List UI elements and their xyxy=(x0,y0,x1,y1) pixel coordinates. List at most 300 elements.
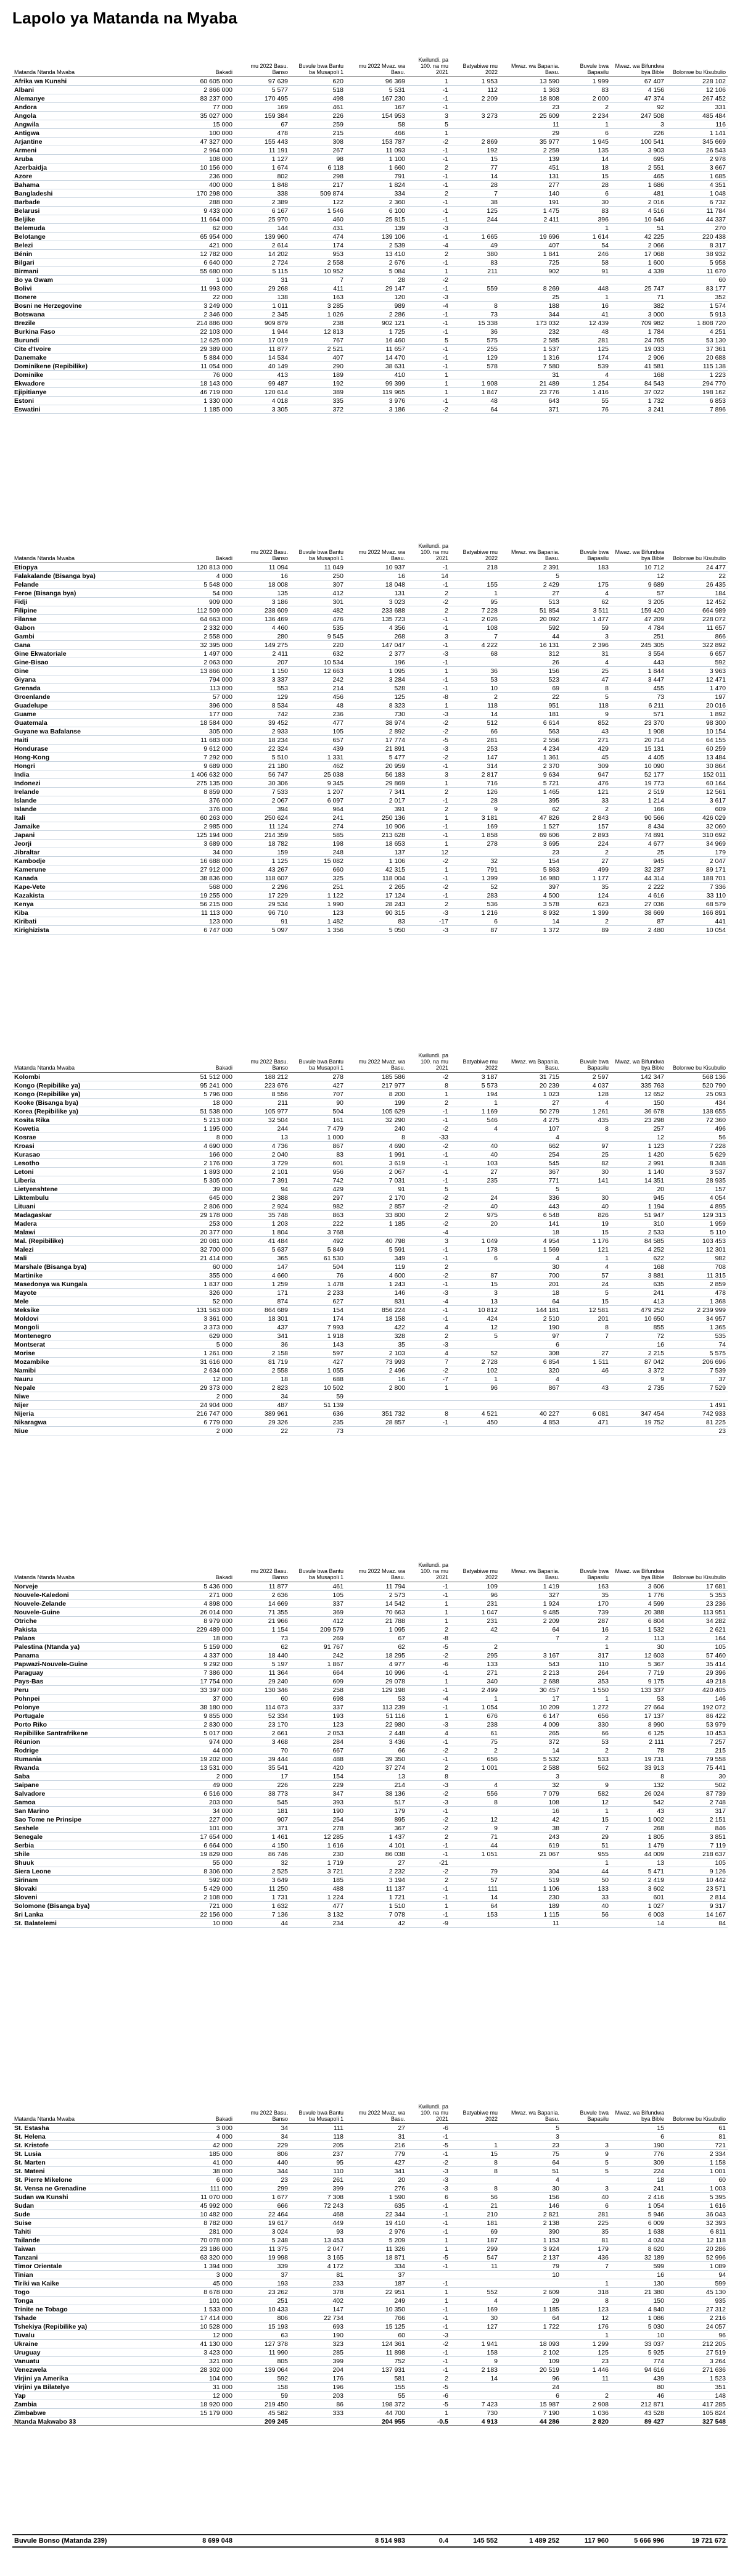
table-cell: 725 xyxy=(500,258,561,267)
country-name: Jeorji xyxy=(12,840,166,848)
table-cell: 1 xyxy=(407,1600,450,1608)
table-cell: 504 xyxy=(290,1107,345,1116)
table-cell: 25 747 xyxy=(610,284,666,293)
table-cell: 15 xyxy=(561,172,610,181)
column-header: Mwaz. wa Bifundwa bya Bible xyxy=(610,1562,666,1582)
table-cell: 535 xyxy=(666,1332,728,1340)
table-cell: 181 xyxy=(450,2219,500,2227)
table-cell: 249 xyxy=(345,2297,407,2305)
table-cell xyxy=(500,276,561,284)
table-cell: 619 xyxy=(500,1841,561,1850)
table-row xyxy=(12,2357,728,2366)
table-cell: 4 339 xyxy=(610,267,666,276)
table-cell: 122 xyxy=(290,198,345,207)
country-table-section xyxy=(12,543,728,935)
table-cell: -1 xyxy=(407,2314,450,2322)
table-cell: 10 453 xyxy=(666,1729,728,1738)
table-cell: 1 195 000 xyxy=(166,1125,234,1133)
table-cell: 547 xyxy=(450,2253,500,2262)
table-cell: 11 094 xyxy=(234,563,290,572)
table-row xyxy=(12,2202,728,2210)
table-cell: 320 xyxy=(500,1366,561,1375)
table-cell: 1 185 000 xyxy=(166,405,234,414)
table-row xyxy=(12,762,728,770)
table-cell: 64 xyxy=(500,2314,561,2322)
table-cell: 11 xyxy=(500,1919,561,1928)
table-cell: 38 669 xyxy=(610,909,666,917)
table-cell: 38 631 xyxy=(345,362,407,371)
table-cell: 1 154 xyxy=(234,1625,290,1634)
table-cell: -5 xyxy=(407,2253,450,2262)
table-row xyxy=(12,362,728,371)
table-cell: 128 xyxy=(561,1090,610,1099)
column-header: Bolonwe bu Kisubulio xyxy=(666,1562,728,1582)
table-row xyxy=(12,1625,728,1634)
table-cell: 620 xyxy=(290,77,345,86)
table-cell: 19 696 xyxy=(500,233,561,241)
table-cell: 79 xyxy=(500,2262,561,2271)
table-cell: 36 xyxy=(450,328,500,336)
table-cell: 546 xyxy=(450,1116,500,1125)
table-cell: 16 xyxy=(345,572,407,580)
table-cell: 1 xyxy=(407,2297,450,2305)
table-cell: 23 xyxy=(666,1427,728,1435)
table-cell: 1 511 xyxy=(561,1358,610,1366)
table-cell: -2 xyxy=(407,1073,450,1081)
table-cell: 276 xyxy=(345,2184,407,2193)
table-row xyxy=(12,1254,728,1263)
table-cell: 2 396 xyxy=(561,641,610,650)
country-name: Kosrae xyxy=(12,1133,166,1142)
table-cell: 2 170 xyxy=(345,1194,407,1202)
table-cell: 2 519 xyxy=(610,788,666,796)
table-cell: 568 136 xyxy=(666,1073,728,1081)
table-cell: 103 xyxy=(450,1159,500,1168)
table-cell: 1 686 xyxy=(610,181,666,189)
table-cell: 251 xyxy=(290,883,345,891)
table-cell: 61 xyxy=(450,1729,500,1738)
table-row xyxy=(12,371,728,379)
table-cell: 5 436 000 xyxy=(166,1582,234,1591)
table-cell: -5 xyxy=(407,2383,450,2392)
table-cell: 12 xyxy=(561,2314,610,2322)
table-cell: 476 xyxy=(290,615,345,624)
table-cell: 4 xyxy=(561,589,610,598)
table-cell: 159 420 xyxy=(610,606,666,615)
table-cell: 58 xyxy=(561,258,610,267)
table-cell: 15 xyxy=(561,1815,610,1824)
table-cell: 142 347 xyxy=(610,1073,666,1081)
table-cell: 5 531 xyxy=(345,86,407,94)
table-cell: 30 xyxy=(666,1772,728,1781)
country-name: Barbade xyxy=(12,198,166,207)
table-cell: -1 xyxy=(407,641,450,650)
table-cell xyxy=(345,1228,407,1237)
table-cell: 127 378 xyxy=(234,2340,290,2348)
table-cell: 11 054 000 xyxy=(166,362,234,371)
table-row xyxy=(12,1902,728,1910)
table-cell: -33 xyxy=(407,1133,450,1142)
table-cell: 26 435 xyxy=(666,580,728,589)
table-cell: 407 xyxy=(290,353,345,362)
table-cell: 16 xyxy=(345,1375,407,1384)
table-cell: 236 xyxy=(290,710,345,719)
table-cell: 79 558 xyxy=(666,1755,728,1764)
table-cell: 14 202 xyxy=(234,250,290,258)
table-cell: 9 689 xyxy=(610,580,666,589)
column-header: Bolonwe bu Kisubulio xyxy=(666,2103,728,2124)
table-cell: -5 xyxy=(407,736,450,745)
table-cell: 17 068 xyxy=(610,250,666,258)
table-cell: 21 067 xyxy=(500,1850,561,1859)
table-cell: 2 636 xyxy=(234,1591,290,1600)
table-cell: -2 xyxy=(407,857,450,865)
country-name: Gine Ekwatoriale xyxy=(12,650,166,658)
table-cell: 238 609 xyxy=(234,606,290,615)
table-cell: 44 700 xyxy=(345,2409,407,2417)
table-cell: 17 229 xyxy=(234,891,290,900)
table-cell: -4 xyxy=(407,1228,450,1237)
table-cell: 17 124 xyxy=(345,891,407,900)
table-cell: 421 000 xyxy=(166,241,234,250)
table-cell: -1 xyxy=(407,2322,450,2331)
table-cell: 4 405 xyxy=(610,753,666,762)
table-row xyxy=(12,2176,728,2184)
table-cell: 52 000 xyxy=(166,1297,234,1306)
country-name: Rodrige xyxy=(12,1746,166,1755)
table-cell: 601 xyxy=(290,1159,345,1168)
table-cell: 8 xyxy=(450,2158,500,2167)
table-cell: 57 460 xyxy=(666,1651,728,1660)
table-cell: 468 xyxy=(290,2210,345,2219)
table-row xyxy=(12,1228,728,1237)
table-cell: 105 629 xyxy=(345,1107,407,1116)
table-cell: 16 xyxy=(610,1340,666,1349)
table-cell: 118 xyxy=(290,2132,345,2141)
table-cell: 30 457 xyxy=(500,1686,561,1695)
table-cell: -3 xyxy=(407,710,450,719)
grand-total-cell: 8 699 048 xyxy=(202,2537,232,2545)
table-cell: 1 xyxy=(407,667,450,675)
table-cell: -1 xyxy=(407,1841,450,1850)
table-cell: 400 000 xyxy=(166,181,234,189)
table-row xyxy=(12,94,728,103)
table-cell: -1 xyxy=(407,284,450,293)
table-cell: 268 xyxy=(345,632,407,641)
table-cell: 9 612 000 xyxy=(166,745,234,753)
table-cell: 412 xyxy=(290,1617,345,1625)
table-cell: 12 471 xyxy=(666,675,728,684)
table-cell: 138 xyxy=(234,293,290,302)
column-header: Mwaz. wa Bapania. Basu. xyxy=(500,543,561,563)
table-cell: 1 372 xyxy=(500,926,561,935)
table-cell: 8 xyxy=(561,684,610,693)
table-cell: 25 xyxy=(561,1150,610,1159)
table-cell xyxy=(500,224,561,233)
table-cell: 2 213 xyxy=(500,1669,561,1677)
country-name: St. Marten xyxy=(12,2158,166,2167)
table-cell: -3 xyxy=(407,1289,450,1297)
table-cell: 295 xyxy=(450,1651,500,1660)
table-cell: 147 047 xyxy=(345,641,407,650)
table-cell: 29 xyxy=(500,2297,561,2305)
table-cell: 2 xyxy=(450,1643,500,1651)
country-name: Hong-Kong xyxy=(12,753,166,762)
table-cell: 99 487 xyxy=(234,379,290,388)
table-cell: 716 xyxy=(450,779,500,788)
table-cell: 8 xyxy=(407,1410,450,1418)
table-cell: -3 xyxy=(407,2184,450,2193)
table-cell: -1 xyxy=(407,345,450,353)
table-cell: -1 xyxy=(407,146,450,155)
table-cell: 462 xyxy=(290,762,345,770)
table-cell: 190 xyxy=(290,1807,345,1815)
country-name: Islande xyxy=(12,796,166,805)
table-cell: 214 xyxy=(290,684,345,693)
table-cell: 11 xyxy=(500,120,561,129)
table-cell: 698 xyxy=(290,1695,345,1703)
country-name: Pays-Bas xyxy=(12,1677,166,1686)
table-cell: -5 xyxy=(407,2400,450,2409)
country-name: Guatemala xyxy=(12,719,166,727)
table-cell: 1 533 000 xyxy=(166,2305,234,2314)
table-cell: 1 732 xyxy=(610,397,666,405)
table-cell: 3 284 xyxy=(345,675,407,684)
table-cell: 456 xyxy=(290,693,345,701)
table-cell xyxy=(450,120,500,129)
table-cell: 2 360 xyxy=(345,198,407,207)
table-cell: 97 xyxy=(500,1332,561,1340)
table-cell: 5 xyxy=(500,572,561,580)
table-cell: 9 xyxy=(561,1781,610,1790)
table-cell: 1 665 xyxy=(450,233,500,241)
table-cell: 6 657 xyxy=(666,650,728,658)
table-cell: 1 243 xyxy=(345,1280,407,1289)
table-cell: 2 334 xyxy=(666,2150,728,2158)
table-cell: 174 xyxy=(290,241,345,250)
table-cell: 523 xyxy=(500,675,561,684)
table-cell xyxy=(610,1427,666,1435)
table-cell: 2 xyxy=(407,1764,450,1772)
table-row xyxy=(12,1081,728,1090)
table-cell: 3 617 xyxy=(666,796,728,805)
table-cell: 220 438 xyxy=(666,233,728,241)
table-cell: 2 857 xyxy=(345,1202,407,1211)
table-cell: -17 xyxy=(407,917,450,926)
table-cell: 9 xyxy=(450,2357,500,2366)
table-cell: 283 xyxy=(450,891,500,900)
table-cell: 4 xyxy=(500,1133,561,1142)
table-cell: 542 xyxy=(610,1798,666,1807)
table-row xyxy=(12,2305,728,2314)
table-cell: 222 xyxy=(290,1220,345,1228)
table-cell: 24 xyxy=(450,1194,500,1202)
country-name: Mongoli xyxy=(12,1323,166,1332)
table-cell: 102 xyxy=(450,1366,500,1375)
table-row xyxy=(12,2279,728,2288)
table-cell: 233 688 xyxy=(345,606,407,615)
table-cell: 391 xyxy=(345,805,407,814)
table-cell: 113 xyxy=(610,1634,666,1643)
country-name: Peru xyxy=(12,1686,166,1695)
table-cell: 40 xyxy=(561,2193,610,2202)
country-name: Morise xyxy=(12,1349,166,1358)
column-header: Batyabiwe mu 2022 xyxy=(450,1052,500,1073)
table-cell: 27 664 xyxy=(610,1703,666,1712)
table-cell: 29 240 xyxy=(234,1677,290,1686)
table-cell: 308 xyxy=(500,1349,561,1358)
table-cell: 169 xyxy=(450,822,500,831)
table-cell xyxy=(450,1427,500,1435)
table-cell: 3 689 000 xyxy=(166,840,234,848)
table-cell: -1 xyxy=(407,310,450,319)
table-cell: 118 004 xyxy=(345,874,407,883)
table-cell: 198 xyxy=(290,840,345,848)
table-cell: 643 xyxy=(500,397,561,405)
column-header: Buvule bwa Bantu ba Musapoli 1 xyxy=(290,57,345,77)
table-cell: 528 xyxy=(345,684,407,693)
table-cell: 2 609 xyxy=(500,2288,561,2297)
table-cell: 1 908 xyxy=(610,727,666,736)
table-cell: 14 470 xyxy=(345,353,407,362)
table-cell: 214 xyxy=(345,1781,407,1790)
table-cell: 380 xyxy=(450,250,500,258)
table-cell: 254 xyxy=(290,1815,345,1824)
table-cell: 1 086 xyxy=(610,2314,666,2322)
table-row xyxy=(12,1720,728,1729)
table-cell: 275 135 000 xyxy=(166,779,234,788)
table-cell: 1 xyxy=(407,2409,450,2417)
table-cell: 322 892 xyxy=(666,641,728,650)
table-cell: 8 269 xyxy=(500,284,561,293)
table-cell: 11 191 xyxy=(234,146,290,155)
table-cell: 81 xyxy=(666,2132,728,2141)
table-row xyxy=(12,1159,728,1168)
table-cell: 66 xyxy=(561,1729,610,1738)
table-cell: 9 xyxy=(450,1824,500,1833)
table-cell: 11 657 xyxy=(345,345,407,353)
table-cell: 3 023 xyxy=(345,598,407,606)
table-cell: 100 000 xyxy=(166,129,234,138)
table-cell: 183 xyxy=(561,563,610,572)
country-name: Samoa xyxy=(12,1798,166,1807)
table-cell: 1 123 xyxy=(610,1142,666,1150)
table-cell: 40 227 xyxy=(500,1410,561,1418)
table-cell: 2 xyxy=(561,1634,610,1643)
table-row xyxy=(12,1332,728,1340)
table-cell: 8 678 000 xyxy=(166,2288,234,2297)
table-cell: 18 301 xyxy=(234,1315,290,1323)
country-name: Fidji xyxy=(12,598,166,606)
table-cell: 235 xyxy=(290,1418,345,1427)
table-row xyxy=(12,1150,728,1159)
table-cell: 1 523 xyxy=(666,2374,728,2383)
table-cell: 1 169 xyxy=(450,1107,500,1116)
table-cell: 70 xyxy=(234,1746,290,1755)
grand-total-cell: 145 552 xyxy=(473,2537,498,2545)
table-cell: 7 341 xyxy=(345,788,407,796)
table-cell: 216 747 000 xyxy=(166,1410,234,1418)
table-cell: 68 579 xyxy=(666,900,728,909)
table-cell: 8 xyxy=(561,1323,610,1332)
table-cell: 2 933 xyxy=(234,727,290,736)
table-cell: 771 xyxy=(500,1176,561,1185)
table-cell: 153 xyxy=(450,1910,500,1919)
table-cell: 450 xyxy=(450,1418,500,1427)
table-cell: 2 892 xyxy=(345,727,407,736)
table-cell: 90 315 xyxy=(345,909,407,917)
table-cell: 304 xyxy=(500,1867,561,1876)
table-cell: 64 xyxy=(500,1625,561,1634)
table-cell: 11 784 xyxy=(666,207,728,215)
table-cell: 347 xyxy=(290,1790,345,1798)
table-cell: 9 175 xyxy=(610,1677,666,1686)
table-cell: 27 xyxy=(561,1349,610,1358)
country-name: Ntanda Makwabo 33 xyxy=(12,2417,166,2426)
table-row xyxy=(12,874,728,883)
table-cell: 62 xyxy=(234,1643,290,1651)
table-cell: 3 851 xyxy=(666,1833,728,1841)
table-cell: 2 259 xyxy=(500,146,561,155)
table-cell: 113 951 xyxy=(666,1608,728,1617)
table-cell: 64 663 000 xyxy=(166,615,234,624)
table-cell: 35 xyxy=(561,883,610,891)
table-cell: -1 xyxy=(407,1107,450,1116)
table-row xyxy=(12,1695,728,1703)
table-cell: 3 436 xyxy=(345,1738,407,1746)
table-cell: 73 993 xyxy=(345,1358,407,1366)
table-row xyxy=(12,1090,728,1099)
table-cell: 664 xyxy=(290,1669,345,1677)
table-cell: 1 477 xyxy=(561,615,610,624)
table-cell: 645 000 xyxy=(166,1194,234,1202)
table-cell: -1 xyxy=(407,1245,450,1254)
table-cell: -6 xyxy=(407,2392,450,2400)
table-cell: 3 423 000 xyxy=(166,2348,234,2357)
table-cell: 407 xyxy=(500,241,561,250)
table-cell: 124 xyxy=(561,891,610,900)
table-row xyxy=(12,796,728,805)
table-cell: 248 xyxy=(290,848,345,857)
table-cell xyxy=(450,2271,500,2279)
table-cell: 218 xyxy=(450,563,500,572)
table-cell: 23 xyxy=(561,2357,610,2366)
table-cell: 3 xyxy=(500,2132,561,2141)
table-cell: 217 977 xyxy=(345,1081,407,1090)
table-cell: 129 xyxy=(450,353,500,362)
country-name: Feroe (Bisanga bya) xyxy=(12,589,166,598)
table-cell: 5 097 xyxy=(234,926,290,935)
table-cell: 5 xyxy=(561,2167,610,2176)
table-row xyxy=(12,891,728,900)
table-cell: 4 736 xyxy=(234,1142,290,1150)
table-cell: 1 361 xyxy=(500,753,561,762)
table-cell: 1 xyxy=(450,589,500,598)
table-cell xyxy=(345,1427,407,1435)
table-cell: 5 084 xyxy=(345,267,407,276)
table-cell: 33 913 xyxy=(610,1764,666,1772)
table-row xyxy=(12,1315,728,1323)
table-row xyxy=(12,675,728,684)
table-cell: -1 xyxy=(407,891,450,900)
table-cell: -2 xyxy=(407,2158,450,2167)
country-name: Brezile xyxy=(12,319,166,328)
table-cell: 11 683 000 xyxy=(166,736,234,745)
table-cell: 11 794 xyxy=(345,1582,407,1591)
table-cell: 198 372 xyxy=(345,2400,407,2409)
table-cell: 20 016 xyxy=(666,701,728,710)
table-cell: 6 147 xyxy=(500,1712,561,1720)
